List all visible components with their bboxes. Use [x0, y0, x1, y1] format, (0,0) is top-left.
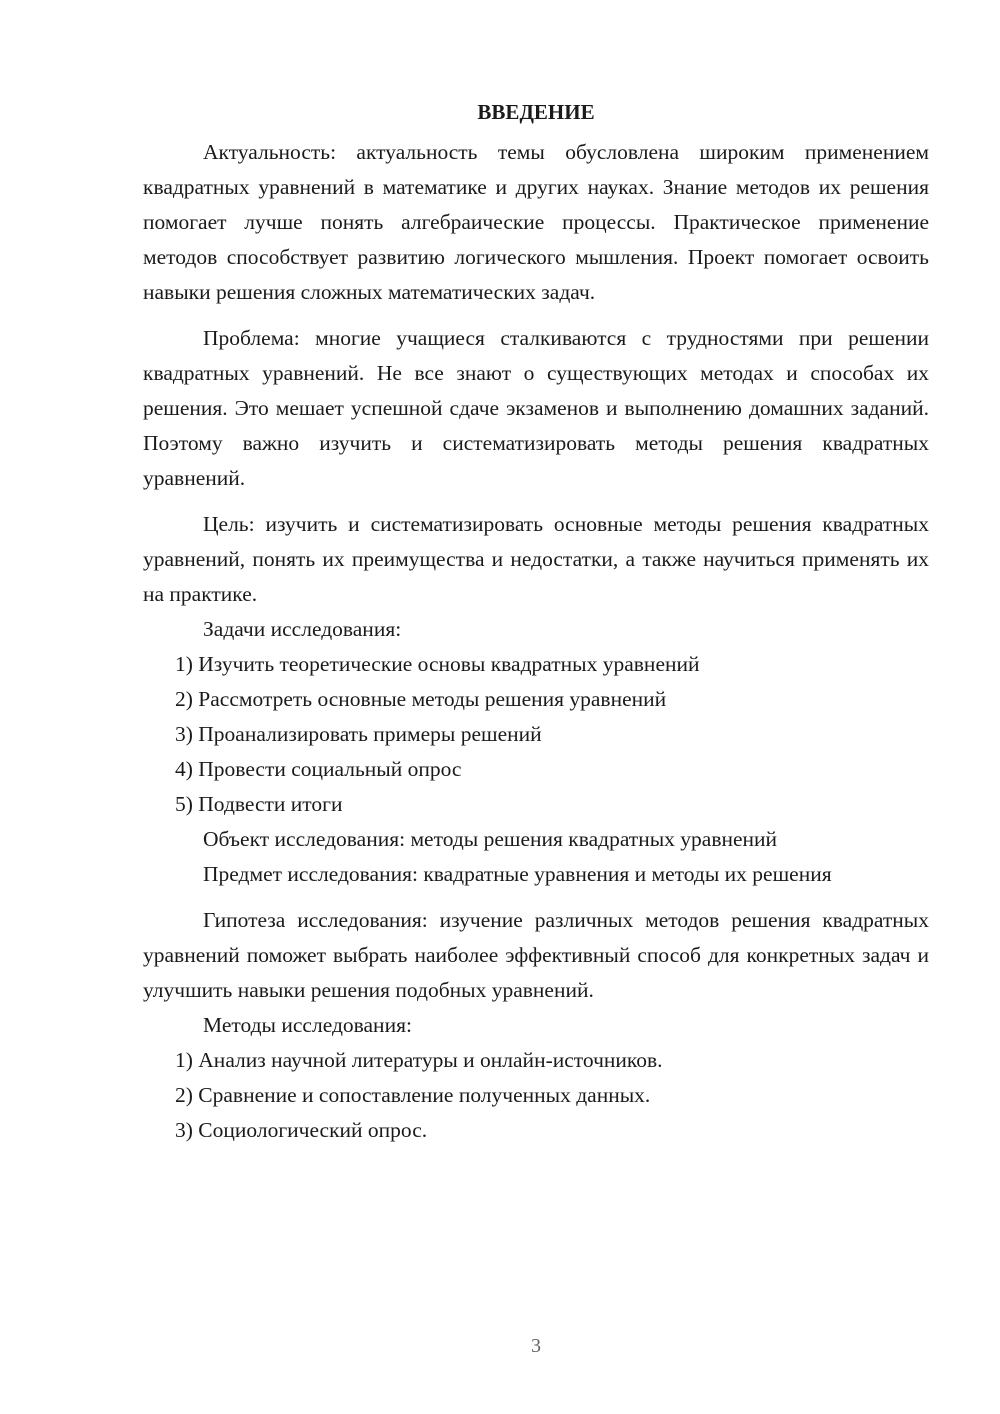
method-item-1: 1) Анализ научной литературы и онлайн-источников. [175, 1048, 663, 1072]
tasks-list [143, 647, 929, 822]
methods-list [143, 1043, 929, 1148]
problem-paragraph: Проблема: многие учащиеся сталкиваются с трудностями при решении квадратных уравнений. Не все знают о существующих методах и способах их решения. Это мешает успешной сдаче экзаменов и выполнению домашних заданий. Поэтому важно изучить и систематизировать методы решения квадратных уравнений. [143, 326, 929, 490]
methods-title: Методы исследования: [203, 1013, 412, 1037]
task-item-4: 4) Провести социальный опрос [175, 757, 462, 781]
subject-paragraph: Предмет исследования: квадратные уравнения и методы их решения [203, 862, 832, 886]
hypothesis-paragraph: Гипотеза исследования: изучение различных методов решения квадратных уравнений поможет выбрать наиболее эффективный способ для конкретных задач и улучшить навыки решения подобных уравнений. [143, 908, 929, 1002]
page-number: 3 [531, 1335, 541, 1357]
section-heading: ВВЕДЕНИЕ [477, 100, 595, 124]
task-item-1: 1) Изучить теоретические основы квадратных уравнений [175, 652, 700, 676]
task-item-2: 2) Рассмотреть основные методы решения уравнений [175, 687, 667, 711]
task-item-5: 5) Подвести итоги [175, 792, 343, 816]
task-item-3: 3) Проанализировать примеры решений [175, 722, 542, 746]
page-content [143, 96, 929, 1148]
goal-paragraph: Цель: изучить и систематизировать основные методы решения квадратных уравнений, понять их преимущества и недостатки, а также научиться применять их на практике. [143, 512, 929, 606]
object-paragraph: Объект исследования: методы решения квадратных уравнений [203, 827, 778, 851]
method-item-3: 3) Социологический опрос. [175, 1118, 428, 1142]
method-item-2: 2) Сравнение и сопоставление полученных данных. [175, 1083, 651, 1107]
tasks-title: Задачи исследования: [203, 617, 402, 641]
relevance-paragraph: Актуальность: актуальность темы обусловлена широким применением квадратных уравнений в математике и других науках. Знание методов их решения помогает лучше понять алгебраические процессы. Практическое применение методов способствует развитию логического мышления. Проект помогает освоить навыки решения сложных математических задач. [143, 140, 929, 304]
